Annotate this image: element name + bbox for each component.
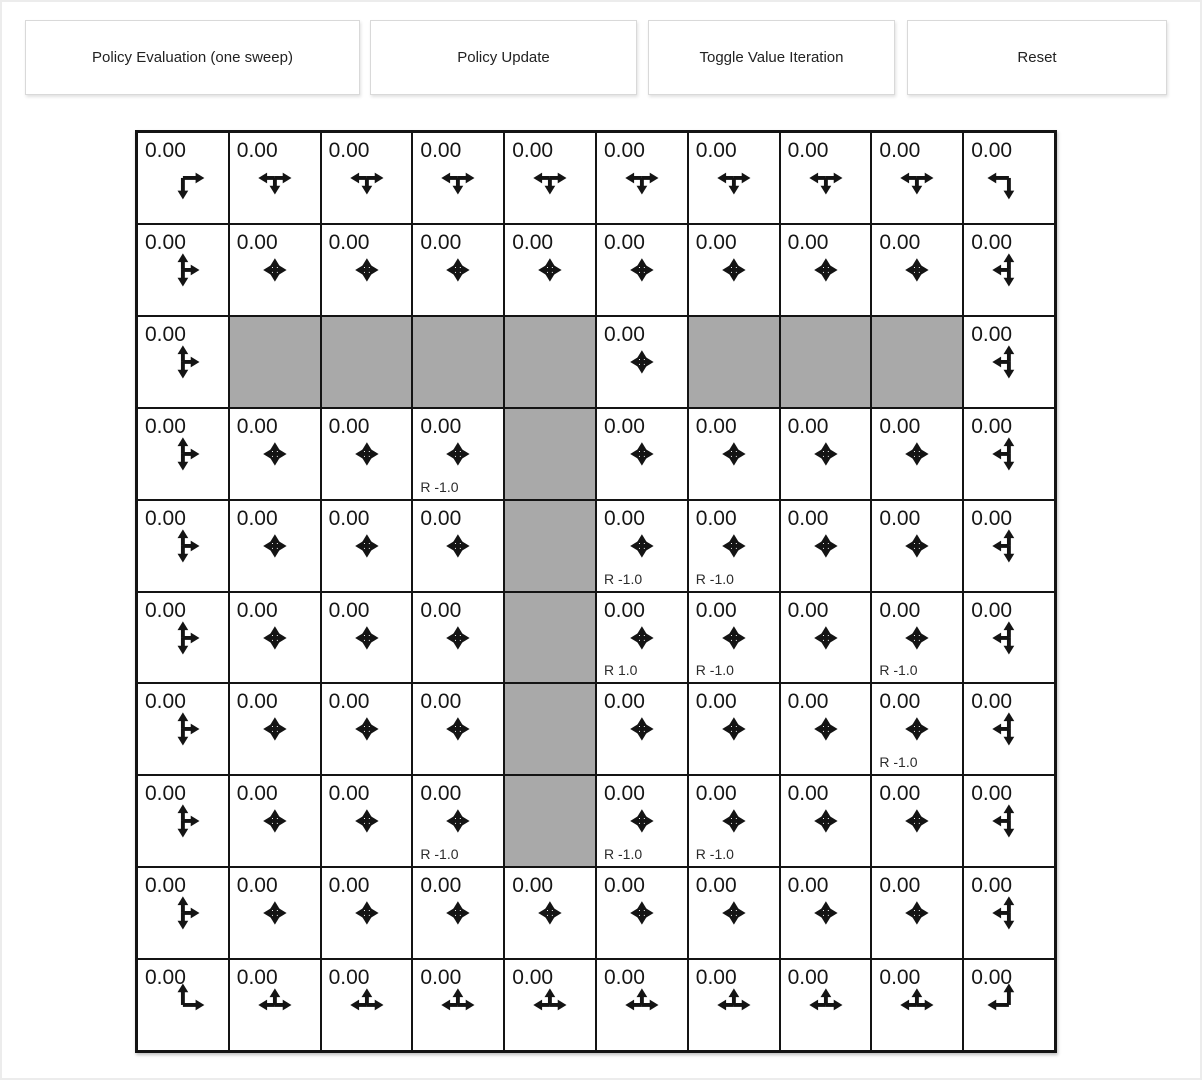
- grid-cell[interactable]: [230, 133, 320, 223]
- grid-cell[interactable]: [964, 317, 1054, 407]
- state-value: 0.00: [604, 506, 645, 530]
- wall-cell[interactable]: [505, 776, 595, 866]
- wall-cell[interactable]: [689, 317, 779, 407]
- state-value: 0.00: [420, 874, 462, 898]
- wall-cell[interactable]: [505, 317, 595, 407]
- state-value: 0.00: [236, 414, 278, 438]
- state-value: 0.00: [787, 782, 829, 806]
- state-value: 0.00: [512, 230, 554, 254]
- grid-cell[interactable]: [413, 960, 503, 1050]
- grid-cell[interactable]: [138, 593, 228, 683]
- grid-cell[interactable]: [413, 868, 503, 958]
- state-value: 0.00: [879, 230, 921, 254]
- grid-cell[interactable]: [964, 776, 1054, 866]
- grid-cell[interactable]: [322, 960, 412, 1050]
- state-value: 0.00: [879, 782, 921, 806]
- wall-cell[interactable]: [230, 317, 320, 407]
- gridworld-grid: [135, 130, 1057, 1053]
- grid-cell[interactable]: [322, 593, 412, 683]
- state-value: 0.00: [145, 414, 186, 438]
- grid-cell[interactable]: [138, 501, 228, 591]
- grid-cell[interactable]: [964, 960, 1054, 1050]
- grid-cell[interactable]: [597, 409, 687, 499]
- state-value: 0.00: [236, 874, 278, 898]
- state-value: 0.00: [328, 874, 370, 898]
- grid-cell[interactable]: [230, 960, 320, 1050]
- state-value: 0.00: [971, 139, 1013, 162]
- grid-cell[interactable]: [138, 133, 228, 223]
- grid-cell[interactable]: [230, 776, 320, 866]
- state-value: 0.00: [236, 782, 278, 806]
- grid-cell[interactable]: [597, 133, 687, 223]
- wall-cell[interactable]: [872, 317, 962, 407]
- state-value: 0.00: [420, 782, 462, 806]
- state-value: 0.00: [787, 874, 829, 898]
- grid-cell[interactable]: [505, 133, 595, 223]
- grid-cell[interactable]: [781, 133, 871, 223]
- grid-cell[interactable]: [597, 960, 687, 1050]
- state-value: 0.00: [145, 322, 186, 346]
- state-value: 0.00: [604, 782, 645, 806]
- policy-update-button[interactable]: Policy Update: [370, 20, 637, 95]
- reward-label: R -1.0: [604, 846, 643, 863]
- reward-label: R 1.0: [604, 662, 638, 679]
- state-value: 0.00: [787, 690, 829, 714]
- grid-cell[interactable]: [964, 684, 1054, 774]
- grid-cell[interactable]: [230, 684, 320, 774]
- grid-cell[interactable]: [964, 225, 1054, 315]
- state-value: 0.00: [328, 782, 370, 806]
- state-value: 0.00: [604, 966, 645, 990]
- grid-cell[interactable]: [872, 593, 962, 683]
- grid-cell[interactable]: [872, 776, 962, 866]
- grid-cell[interactable]: [322, 133, 412, 223]
- grid-cell[interactable]: [413, 684, 503, 774]
- state-value: 0.00: [879, 690, 921, 714]
- grid-cell[interactable]: [597, 501, 687, 591]
- grid-cell[interactable]: [781, 409, 871, 499]
- grid-cell[interactable]: [230, 593, 320, 683]
- reward-label: R -1.0: [695, 570, 734, 587]
- state-value: 0.00: [236, 506, 278, 530]
- state-value: 0.00: [787, 230, 829, 254]
- grid-cell[interactable]: [872, 501, 962, 591]
- grid-cell[interactable]: [781, 776, 871, 866]
- grid-cell[interactable]: [413, 225, 503, 315]
- grid-cell[interactable]: [230, 501, 320, 591]
- grid-cell[interactable]: [138, 868, 228, 958]
- state-value: 0.00: [328, 414, 370, 438]
- state-value: 0.00: [420, 139, 462, 162]
- state-value: 0.00: [145, 782, 186, 806]
- state-value: 0.00: [971, 230, 1013, 254]
- grid-cell[interactable]: [322, 225, 412, 315]
- state-value: 0.00: [328, 598, 370, 622]
- state-value: 0.00: [695, 966, 737, 990]
- grid-cell[interactable]: [138, 409, 228, 499]
- grid-cell[interactable]: [322, 776, 412, 866]
- grid-cell[interactable]: [597, 684, 687, 774]
- state-value: 0.00: [145, 966, 186, 990]
- grid-cell[interactable]: [872, 960, 962, 1050]
- wall-cell[interactable]: [505, 409, 595, 499]
- state-value: 0.00: [695, 414, 737, 438]
- state-value: 0.00: [879, 874, 921, 898]
- wall-cell[interactable]: [322, 317, 412, 407]
- state-value: 0.00: [604, 874, 645, 898]
- wall-cell[interactable]: [505, 684, 595, 774]
- state-value: 0.00: [512, 966, 554, 990]
- state-value: 0.00: [512, 139, 554, 162]
- grid-cell[interactable]: [505, 225, 595, 315]
- state-value: 0.00: [787, 966, 829, 990]
- grid-cell[interactable]: [413, 409, 503, 499]
- grid-cell[interactable]: [322, 501, 412, 591]
- state-value: 0.00: [695, 230, 737, 254]
- state-value: 0.00: [236, 966, 278, 990]
- state-value: 0.00: [787, 414, 829, 438]
- grid-cell[interactable]: [964, 593, 1054, 683]
- state-value: 0.00: [420, 230, 462, 254]
- grid-cell[interactable]: [781, 960, 871, 1050]
- grid-cell[interactable]: [964, 409, 1054, 499]
- grid-cell[interactable]: [781, 684, 871, 774]
- grid-cell[interactable]: [689, 133, 779, 223]
- grid-cell[interactable]: [322, 409, 412, 499]
- grid-cell[interactable]: [964, 868, 1054, 958]
- wall-cell[interactable]: [413, 317, 503, 407]
- state-value: 0.00: [328, 139, 370, 162]
- state-value: 0.00: [879, 139, 921, 162]
- state-value: 0.00: [328, 690, 370, 714]
- grid-cell[interactable]: [964, 133, 1054, 223]
- state-value: 0.00: [604, 230, 645, 254]
- toolbar: [0, 0, 1202, 110]
- grid-cell[interactable]: [597, 868, 687, 958]
- state-value: 0.00: [604, 322, 645, 346]
- state-value: 0.00: [879, 414, 921, 438]
- grid-cell[interactable]: [413, 776, 503, 866]
- state-value: 0.00: [512, 874, 554, 898]
- grid-cell[interactable]: [597, 593, 687, 683]
- reward-label: R -1.0: [604, 570, 643, 587]
- state-value: 0.00: [420, 966, 462, 990]
- grid-cell[interactable]: [230, 868, 320, 958]
- grid-cell[interactable]: [689, 225, 779, 315]
- wall-cell[interactable]: [505, 593, 595, 683]
- grid-cell[interactable]: [597, 776, 687, 866]
- state-value: 0.00: [971, 414, 1013, 438]
- state-value: 0.00: [787, 139, 829, 162]
- grid-cell[interactable]: [230, 225, 320, 315]
- state-value: 0.00: [695, 874, 737, 898]
- grid-cell[interactable]: [872, 409, 962, 499]
- state-value: 0.00: [236, 598, 278, 622]
- grid-cell[interactable]: [138, 960, 228, 1050]
- state-value: 0.00: [328, 966, 370, 990]
- policy-evaluation-button[interactable]: Policy Evaluation (one sweep): [25, 20, 360, 95]
- state-value: 0.00: [695, 506, 737, 530]
- state-value: 0.00: [145, 874, 186, 898]
- state-value: 0.00: [695, 690, 737, 714]
- grid-cell[interactable]: [781, 593, 871, 683]
- state-value: 0.00: [604, 690, 645, 714]
- grid-cell[interactable]: [138, 684, 228, 774]
- grid-cell[interactable]: [322, 684, 412, 774]
- state-value: 0.00: [420, 690, 462, 714]
- state-value: 0.00: [420, 506, 462, 530]
- state-value: 0.00: [971, 506, 1013, 530]
- grid-cell[interactable]: [413, 593, 503, 683]
- state-value: 0.00: [604, 414, 645, 438]
- state-value: 0.00: [971, 966, 1013, 990]
- grid-cell[interactable]: [138, 317, 228, 407]
- grid-cell[interactable]: [138, 225, 228, 315]
- grid-cell[interactable]: [964, 501, 1054, 591]
- grid-cell[interactable]: [872, 684, 962, 774]
- state-value: 0.00: [971, 598, 1013, 622]
- grid-cell[interactable]: [781, 868, 871, 958]
- state-value: 0.00: [695, 782, 737, 806]
- state-value: 0.00: [695, 139, 737, 162]
- state-value: 0.00: [145, 690, 186, 714]
- state-value: 0.00: [145, 139, 186, 162]
- state-value: 0.00: [787, 506, 829, 530]
- state-value: 0.00: [971, 690, 1013, 714]
- grid-cell[interactable]: [597, 317, 687, 407]
- state-value: 0.00: [604, 598, 645, 622]
- grid-cell[interactable]: [689, 593, 779, 683]
- state-value: 0.00: [879, 598, 921, 622]
- grid-cell[interactable]: [689, 501, 779, 591]
- grid-cell[interactable]: [413, 501, 503, 591]
- state-value: 0.00: [145, 230, 186, 254]
- wall-cell[interactable]: [781, 317, 871, 407]
- reward-label: R -1.0: [420, 846, 459, 863]
- grid-cell[interactable]: [872, 133, 962, 223]
- grid-cell[interactable]: [230, 409, 320, 499]
- grid-cell[interactable]: [689, 684, 779, 774]
- grid-cell[interactable]: [689, 960, 779, 1050]
- reward-label: R -1.0: [879, 662, 918, 679]
- grid-cell[interactable]: [781, 225, 871, 315]
- state-value: 0.00: [971, 322, 1013, 346]
- toggle-value-iteration-button[interactable]: Toggle Value Iteration: [648, 20, 895, 95]
- grid-cell[interactable]: [781, 501, 871, 591]
- state-value: 0.00: [971, 874, 1013, 898]
- state-value: 0.00: [145, 598, 186, 622]
- grid-cell[interactable]: [138, 776, 228, 866]
- reward-label: R -1.0: [879, 754, 918, 771]
- state-value: 0.00: [420, 598, 462, 622]
- wall-cell[interactable]: [505, 501, 595, 591]
- state-value: 0.00: [695, 598, 737, 622]
- reward-label: R -1.0: [695, 846, 734, 863]
- grid-cell[interactable]: [505, 868, 595, 958]
- reset-button[interactable]: Reset: [907, 20, 1167, 95]
- state-value: 0.00: [879, 506, 921, 530]
- state-value: 0.00: [787, 598, 829, 622]
- state-value: 0.00: [604, 139, 645, 162]
- grid-cell[interactable]: [689, 776, 779, 866]
- state-value: 0.00: [328, 230, 370, 254]
- state-value: 0.00: [236, 139, 278, 162]
- state-value: 0.00: [879, 966, 921, 990]
- reward-label: R -1.0: [695, 662, 734, 679]
- state-value: 0.00: [145, 506, 186, 530]
- grid-cell[interactable]: [505, 960, 595, 1050]
- grid-cell[interactable]: [597, 225, 687, 315]
- grid-cell[interactable]: [689, 868, 779, 958]
- state-value: 0.00: [420, 414, 462, 438]
- grid-cell[interactable]: [322, 868, 412, 958]
- reward-label: R -1.0: [420, 478, 459, 495]
- grid-cell[interactable]: [872, 868, 962, 958]
- grid-cell[interactable]: [689, 409, 779, 499]
- grid-cell[interactable]: [872, 225, 962, 315]
- state-value: 0.00: [236, 230, 278, 254]
- state-value: 0.00: [328, 506, 370, 530]
- state-value: 0.00: [236, 690, 278, 714]
- state-value: 0.00: [971, 782, 1013, 806]
- grid-cell[interactable]: [413, 133, 503, 223]
